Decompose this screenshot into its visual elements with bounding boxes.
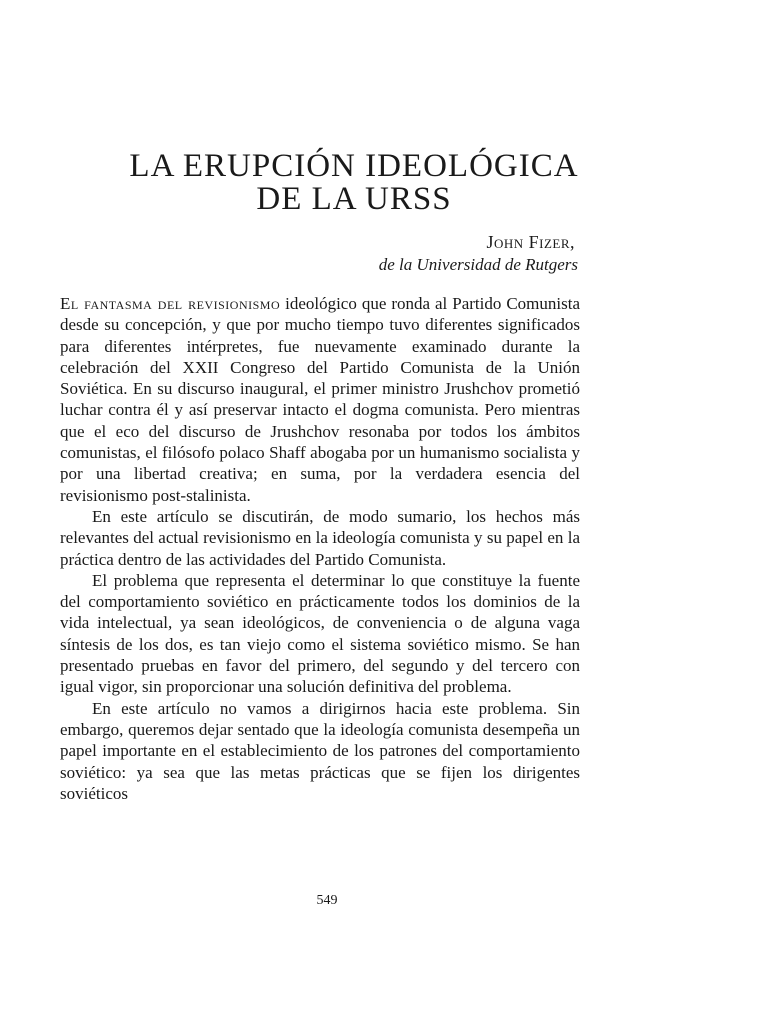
author-name: John Fizer,: [486, 232, 575, 252]
page-number: 549: [316, 893, 338, 908]
article-title-line-1: LA ERUPCIÓN IDEOLÓGICA: [129, 148, 579, 184]
paragraph-1-text: ideológico que ronda al Partido Comunista desde su concepción, y que por mucho tiempo tuvo diferentes significados para diferentes intérpretes, fue nuevamente examinado durante la celebración del XXII Congreso del Partido Comunista de la Unión Soviética. En su discurso inaugural, el primer ministro Jrushchov prometió luchar contra él y así preservar intacto el dogma comunista. Pero mientras que el eco del discurso de Jrushchov resonaba por todos los ámbitos comunistas, el filósofo polaco Shaff abogaba por un humanismo socialista y por una libertad creativa; en suma, por la verdadera esencia del revisionismo post-stalinista.: [60, 294, 580, 505]
paragraph-4: En este artículo no vamos a dirigirnos hacia este problema. Sin embargo, queremos dejar sentado que la ideología comunista desempeña un papel importante en el establecimiento de los patrones del comportamiento soviético: ya sea que las metas prácticas que se fijen los dirigentes soviéticos: [60, 698, 580, 803]
paragraph-3: El problema que representa el determinar lo que constituye la fuente del comportamiento soviético en prácticamente todos los dominios de la vida intelectual, ya sean ideológicos, de conveniencia o de alguna vaga síntesis de los dos, es tan viejo como el sistema soviético mismo. Se han presentado pruebas en favor del primero, del segundo y del tercero con igual vigor, sin proporcionar una solución definitiva del problema.: [60, 570, 580, 697]
author-affiliation: de la Universidad de Rutgers: [378, 255, 578, 274]
paragraph-1: [60, 293, 580, 506]
article-body: [60, 293, 580, 804]
paragraph-2: En este artículo se discutirán, de modo sumario, los hechos más relevantes del actual revisionismo en la ideología comunista y su papel en la práctica dentro de las actividades del Partido Comunista.: [60, 506, 580, 569]
paragraph-1-lead: El fantasma del revisionismo: [60, 294, 281, 313]
article-title-line-2: DE LA URSS: [256, 181, 452, 217]
